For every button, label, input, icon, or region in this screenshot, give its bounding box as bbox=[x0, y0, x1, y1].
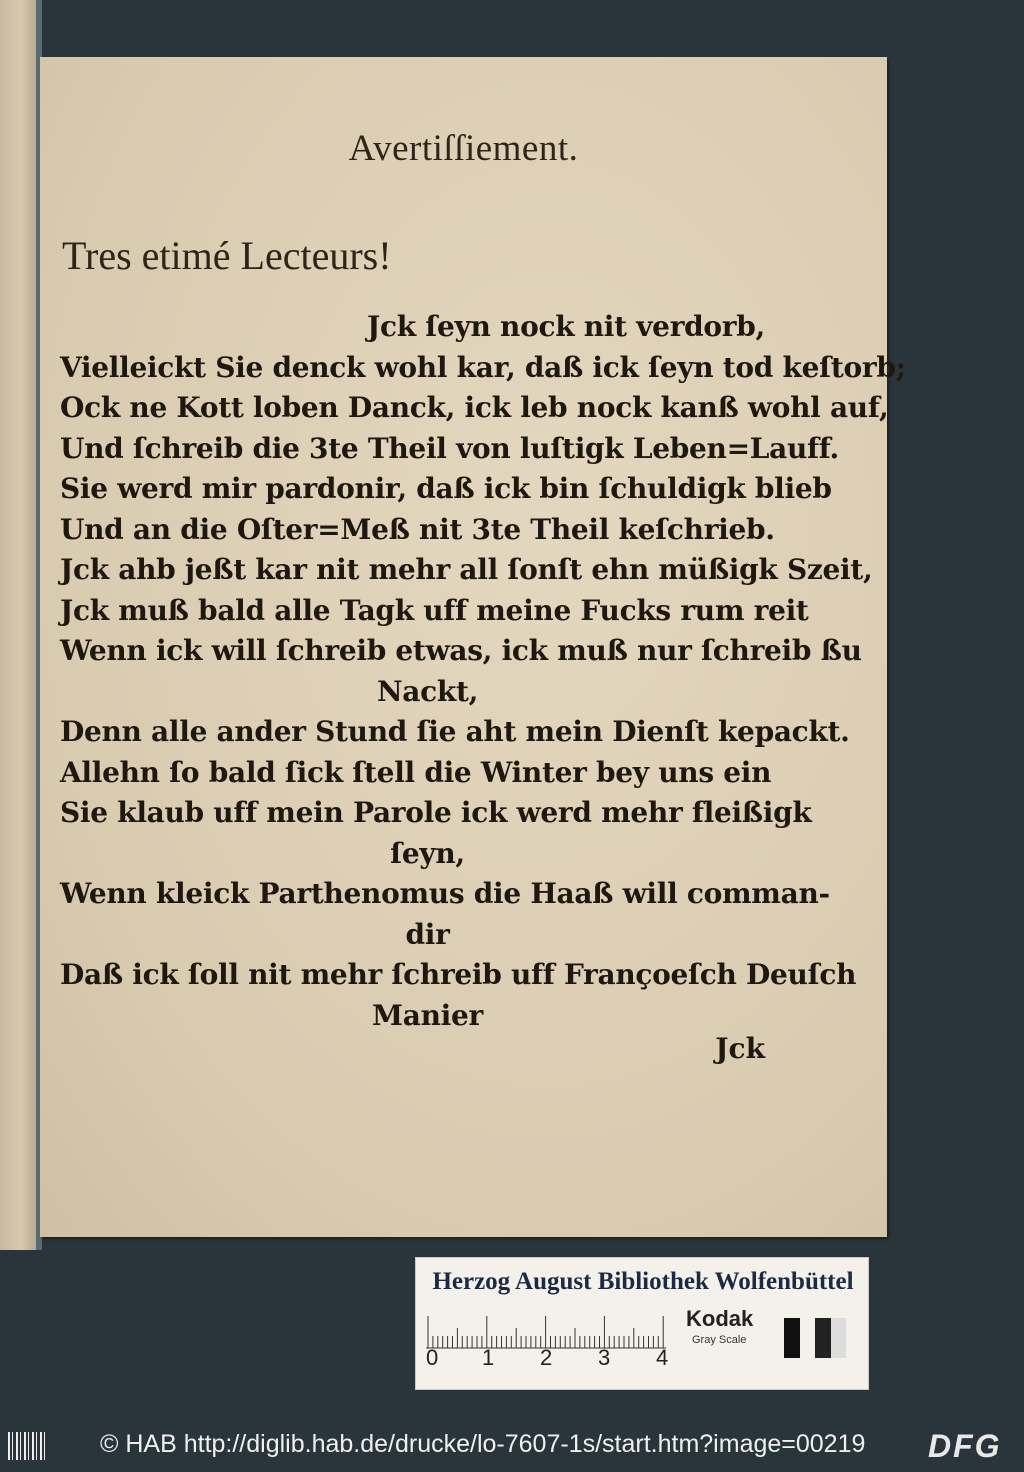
scale-number: 4 bbox=[656, 1345, 669, 1370]
scale-ruler bbox=[426, 1310, 676, 1350]
verse-line: Und ſchreib die 3te Theil von luſtigk Leben=Lauff. bbox=[60, 431, 839, 465]
copyright-url[interactable]: © HAB http://diglib.hab.de/drucke/lo-7607-1s/start.htm?image=00219 bbox=[100, 1430, 866, 1458]
verse-line: Daß ick ſoll nit mehr ſchreib uff Françoeſch Deuſch bbox=[60, 958, 857, 991]
verse-line: Jck ahb jeßt kar nit mehr all ſonſt ehn müßigk Szeit, bbox=[60, 553, 873, 586]
scale-number: 2 bbox=[540, 1345, 553, 1370]
verse-line: Jck ſeyn nock nit verdorb, bbox=[367, 310, 765, 343]
scale-number: 3 bbox=[598, 1345, 611, 1370]
verse-line: Allehn ſo bald ſick ſtell die Winter bey uns ein bbox=[60, 755, 772, 789]
verse-line: Nackt, bbox=[376, 674, 479, 708]
verse-line: Manier bbox=[372, 998, 483, 1032]
book-page bbox=[40, 57, 906, 1237]
gray-scale-caption: Gray Scale bbox=[692, 1334, 747, 1346]
verse-line: Und an die Oſter=Meß nit 3te Theil keſchrieb. bbox=[60, 512, 775, 546]
verse-line: Jck muß bald alle Tagk uff meine Fucks rum reit bbox=[60, 593, 809, 627]
verse-line: Sie werd mir pardonir, daß ick bin ſchuldigk blieb bbox=[60, 472, 832, 505]
kodak-brand: Kodak bbox=[686, 1306, 754, 1331]
scale-number: 1 bbox=[482, 1345, 495, 1370]
verse-line: ſeyn, bbox=[390, 836, 465, 870]
scale-number: 0 bbox=[426, 1345, 439, 1370]
verse-line: Denn alle ander Stund ſie aht mein Dienſt kepackt. bbox=[60, 715, 850, 748]
previous-page-edge-text bbox=[0, 70, 20, 1220]
footer-bar bbox=[0, 1420, 1024, 1472]
salutation: Tres etimé Lecteurs! bbox=[62, 233, 392, 278]
verse-line: Sie klaub uff mein Parole ick werd mehr fleißigk bbox=[60, 796, 812, 829]
library-label bbox=[415, 1257, 869, 1390]
page-heading: Avertiſſiement. bbox=[348, 128, 579, 169]
verse-line: dir bbox=[405, 917, 450, 951]
dfg-logo: DFG bbox=[928, 1428, 1002, 1464]
verse-line: Ock ne Kott loben Danck, ick leb nock kanß wohl auf, bbox=[60, 391, 889, 424]
verse-line: Wenn kleick Parthenomus die Haaß will comman- bbox=[60, 877, 830, 910]
gray-scale-patches bbox=[784, 1318, 846, 1358]
catchword: Jck bbox=[715, 1032, 765, 1065]
verse-line: Wenn ick will ſchreib etwas, ick muß nur ſchreib ßu bbox=[60, 634, 862, 667]
scale-numbers bbox=[420, 1345, 680, 1373]
barcode-icon bbox=[8, 1432, 48, 1460]
library-name: Herzog August Bibliothek Wolfenbüttel bbox=[432, 1268, 854, 1295]
verse-line: Vielleickt Sie denck wohl kar, daß ick ſeyn tod keſtorb; bbox=[60, 350, 906, 384]
